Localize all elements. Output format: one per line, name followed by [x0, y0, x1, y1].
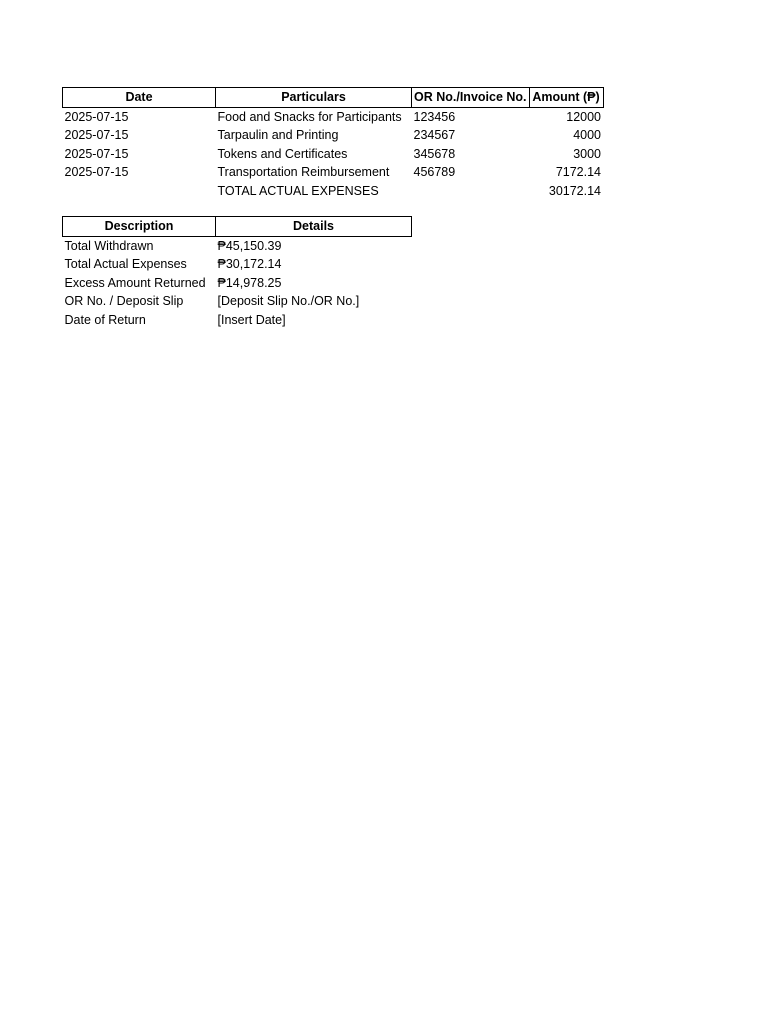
- cell-details: [Deposit Slip No./OR No.]: [217, 294, 360, 308]
- cell-empty: [412, 182, 530, 201]
- cell-amount: 3000: [573, 146, 602, 161]
- cell-date: 2025-07-15: [64, 128, 129, 142]
- cell-or-no: 234567: [413, 128, 456, 142]
- total-amount: 30172.14: [548, 183, 602, 198]
- header-date: Date: [63, 88, 216, 108]
- cell-particulars: Food and Snacks for Participants: [217, 109, 402, 124]
- cell-date: 2025-07-15: [64, 146, 129, 161]
- table-row: [63, 274, 412, 293]
- table-row: [63, 163, 604, 182]
- total-row: [63, 182, 604, 201]
- header-particulars: Particulars: [216, 88, 412, 108]
- summary-table: [62, 216, 412, 329]
- cell-particulars: Tokens and Certificates: [217, 146, 348, 161]
- table-row: [63, 311, 412, 330]
- header-details: Details: [216, 217, 412, 237]
- total-label: TOTAL ACTUAL EXPENSES: [217, 183, 379, 198]
- cell-description: Date of Return: [64, 312, 146, 327]
- cell-details: ₱45,150.39: [217, 238, 282, 253]
- cell-amount: 12000: [566, 109, 602, 124]
- cell-or-no: 123456: [413, 109, 456, 124]
- cell-description: Excess Amount Returned: [64, 275, 206, 290]
- cell-particulars: Tarpaulin and Printing: [217, 128, 339, 142]
- cell-details: ₱14,978.25: [217, 275, 282, 290]
- cell-details: ₱30,172.14: [217, 257, 282, 271]
- cell-description: Total Withdrawn: [64, 238, 154, 253]
- cell-or-no: 456789: [413, 165, 456, 179]
- summary-header-row: [63, 217, 412, 237]
- cell-details: [Insert Date]: [217, 312, 286, 327]
- table-row: [63, 255, 412, 274]
- table-row: [63, 126, 604, 145]
- cell-description: Total Actual Expenses: [64, 257, 187, 271]
- expenses-table: [62, 87, 604, 200]
- cell-amount: 7172.14: [555, 165, 602, 179]
- expenses-header-row: [63, 88, 604, 108]
- cell-description: OR No. / Deposit Slip: [64, 294, 184, 308]
- cell-or-no: 345678: [413, 146, 456, 161]
- cell-date: 2025-07-15: [64, 109, 129, 124]
- header-or-no: OR No./Invoice No.: [412, 88, 530, 108]
- table-row: [63, 145, 604, 164]
- table-row: [63, 292, 412, 311]
- cell-particulars: Transportation Reimbursement: [217, 165, 390, 179]
- cell-amount: 4000: [573, 128, 602, 142]
- cell-empty: [63, 182, 216, 201]
- table-row: [63, 236, 412, 255]
- cell-date: 2025-07-15: [64, 165, 129, 179]
- header-description: Description: [63, 217, 216, 237]
- table-row: [63, 107, 604, 126]
- header-amount: Amount (₱): [529, 88, 603, 108]
